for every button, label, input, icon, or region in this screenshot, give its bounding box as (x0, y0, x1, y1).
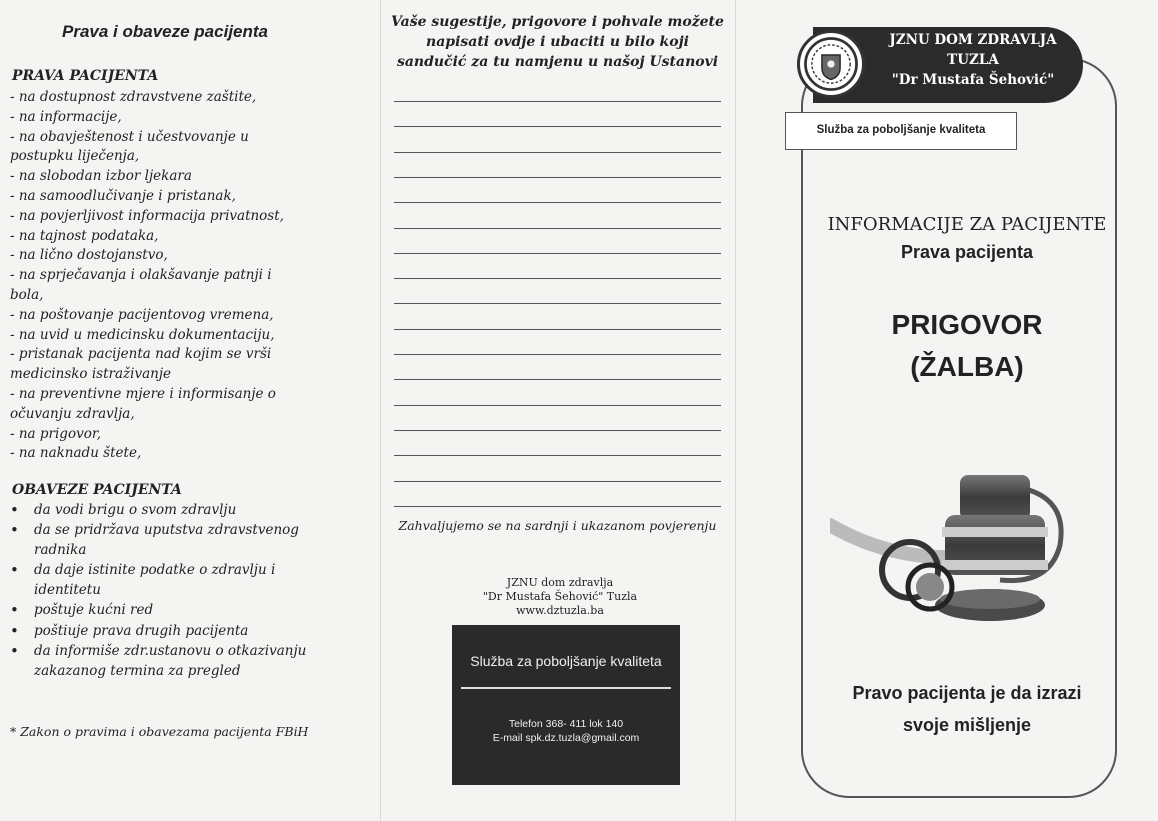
contact-box (452, 625, 680, 785)
contact-box-title: Služba za poboljšanje kvaliteta (470, 653, 662, 669)
writing-line[interactable] (394, 329, 721, 330)
obligation-item: • poštiuje prava drugih pacijenta (10, 621, 310, 641)
cover-panel (735, 0, 1158, 821)
org-person: "Dr Mustafa Šehović" (891, 72, 1055, 88)
rights-item: postupku liječenja, (10, 148, 140, 165)
writing-line[interactable] (394, 202, 721, 203)
obligation-item: • da informiše zdr.ustanovu o otkazivanju zakazanog termina za pregled (10, 641, 310, 681)
obligation-item: • da vodi brigu o svom zdravlju (10, 500, 310, 520)
rights-panel-title: Prava i obaveze pacijenta (62, 22, 268, 41)
rights-item: - na lično dostojanstvo, (10, 247, 168, 264)
rights-heading: PRAVA PACIJENTA (12, 68, 159, 84)
writing-line[interactable] (394, 278, 721, 279)
complaint-word: PRIGOVOR (891, 309, 1043, 340)
contact-details (452, 717, 680, 745)
rights-item: - na samoodlučivanje i pristanak, (10, 187, 236, 204)
rights-item: - na poštovanje pacijentovog vremena, (10, 306, 274, 323)
writing-line[interactable] (394, 430, 721, 431)
obligations-heading: OBAVEZE PACIJENTA (12, 482, 182, 498)
writing-line[interactable] (394, 379, 721, 380)
feedback-intro: Vaše sugestije, prigovore i pohvale možete napisati ovdje i ubaciti u bilo koji sandučić za tu namjenu u našoj Ustanovi (391, 14, 724, 70)
rights-item: - na naknadu štete, (10, 445, 142, 462)
phone-text: Telefon 368- 411 lok 140 (508, 718, 624, 730)
obligation-item: • poštuje kućni red (10, 600, 310, 620)
rights-item: - na sprječavanja i olakšavanje patnji i (10, 267, 272, 284)
writing-line[interactable] (394, 228, 721, 229)
obligations-list (10, 500, 310, 681)
rights-list (10, 88, 310, 464)
writing-line[interactable] (394, 152, 721, 153)
writing-line[interactable] (394, 405, 721, 406)
service-label: Služba za poboljšanje kvaliteta (785, 112, 1017, 150)
info-heading: INFORMACIJE ZA PACIJENTE (827, 214, 1107, 235)
rights-item: - pristanak pacijenta nad kojim se vrši (10, 346, 272, 363)
institution-logo-icon (797, 30, 865, 98)
writing-line[interactable] (394, 455, 721, 456)
rights-item: - na tajnost podataka, (10, 227, 159, 244)
writing-line[interactable] (394, 126, 721, 127)
rights-panel (0, 0, 380, 821)
address-block (440, 576, 680, 618)
rights-item: - na informacije, (10, 108, 122, 125)
rights-item: - na uvid u medicinsku dokumentaciju, (10, 326, 275, 343)
rights-item: - na obavještenost i učestvovanje u (10, 128, 249, 145)
writing-line[interactable] (394, 253, 721, 254)
rights-item: - na slobodan izbor ljekara (10, 168, 192, 185)
gavel-stethoscope-icon (830, 465, 1090, 635)
complaint-title (807, 304, 1127, 388)
slogan-line: svoje mišljenje (902, 715, 1032, 735)
address-line: JZNU dom zdravlja (506, 576, 614, 589)
rights-item: medicinsko istraživanje (10, 366, 171, 383)
rights-subheading: Prava pacijenta (900, 242, 1034, 262)
divider (461, 687, 671, 689)
website-link[interactable]: www.dztuzla.ba (516, 604, 604, 617)
rights-item: bola, (10, 286, 44, 303)
rights-item: - na dostupnost zdravstvene zaštite, (10, 89, 257, 105)
rights-item: - na povjerljivost informacija privatnost, (10, 207, 284, 224)
writing-line[interactable] (394, 506, 721, 507)
feedback-panel (380, 0, 735, 821)
address-line: "Dr Mustafa Šehović" Tuzla (482, 590, 638, 603)
footnote: * Zakon o pravima i obavezama pacijenta FBiH (10, 724, 309, 739)
org-name: JZNU DOM ZDRAVLJA (889, 32, 1057, 48)
obligation-item: • da daje istinite podatke o zdravlju i identitetu (10, 560, 310, 600)
writing-line[interactable] (394, 354, 721, 355)
writing-line[interactable] (394, 177, 721, 178)
writing-line[interactable] (394, 101, 721, 102)
writing-line[interactable] (394, 303, 721, 304)
email-link[interactable]: E-mail spk.dz.tuzla@gmail.com (492, 732, 640, 744)
rights-item: - na preventivne mjere i informisanje o (10, 385, 276, 402)
slogan-line: Pravo pacijenta je da izrazi (852, 683, 1082, 703)
obligation-item: • da se pridržava uputstva zdravstvenog radnika (10, 520, 310, 560)
rights-item: - na prigovor, (10, 425, 102, 442)
writing-line[interactable] (394, 481, 721, 482)
rights-item: očuvanju zdravlja, (10, 405, 135, 422)
org-city: TUZLA (947, 52, 999, 68)
complaint-alt: (ŽALBA) (910, 351, 1024, 382)
thanks-text: Zahvaljujemo se na sardnji i ukazanom povjerenju (398, 518, 717, 533)
slogan (807, 677, 1127, 741)
